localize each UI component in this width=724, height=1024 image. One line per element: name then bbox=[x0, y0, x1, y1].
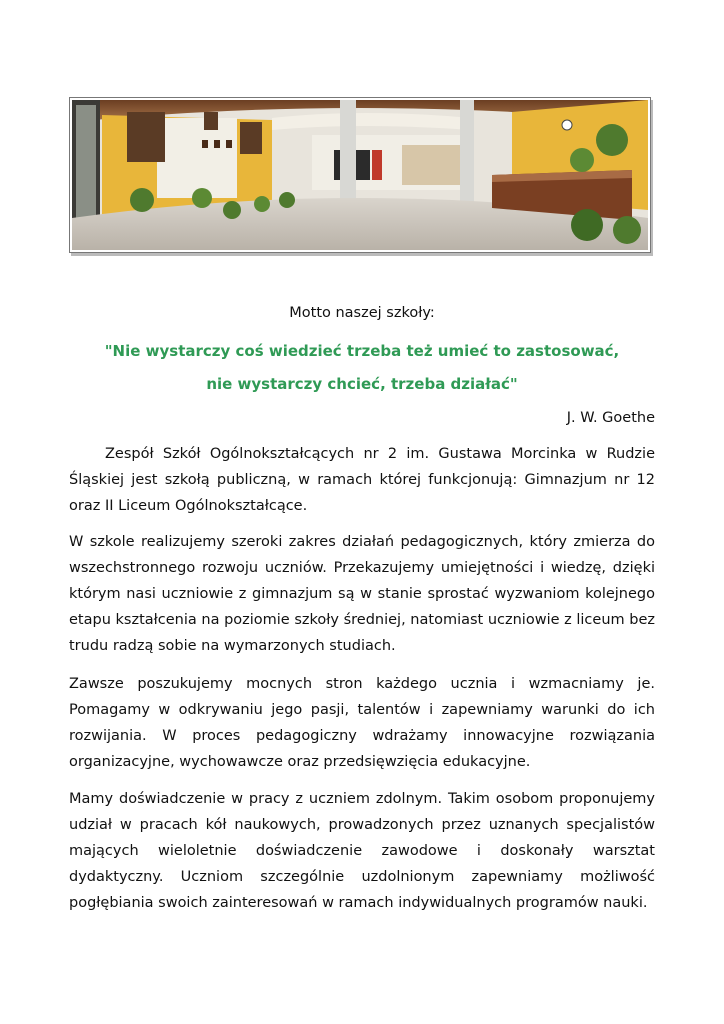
school-hall-photo bbox=[69, 97, 651, 253]
quote-author: J. W. Goethe bbox=[566, 410, 655, 426]
motto-quote-line-1: "Nie wystarczy coś wiedzieć trzeba też umieć to zastosować, bbox=[104, 342, 620, 360]
paragraph-pedagogy: W szkole realizujemy szeroki zakres działań pedagogicznych, który zmierza do wszechstronnego rozwoju uczniów. Przekazujemy umiejętności i wiedzę, dzięki którym nasi uczniowie z gimnazjum są w stanie sprostać wyzwaniom kolejnego etapu kształcenia na poziomie szkoły średniej, natomiast uczniowie z liceum bez trudu radzą sobie na wymarzonych studiach. bbox=[69, 534, 655, 654]
paragraph-school-intro: Zespół Szkół Ogólnokształcących nr 2 im. Gustawa Morcinka w Rudzie Śląskiej jest szkołą publiczną, w ramach której funkcjonują: Gimnazjum nr 12 oraz II Liceum Ogólnokształcące. bbox=[69, 446, 655, 514]
paragraph-strengths: Zawsze poszukujemy mocnych stron każdego ucznia i wzmacniamy je. Pomagamy w odkrywaniu jego pasji, talentów i zapewniamy warunki do ich rozwijania. W proces pedagogiczny wdrażamy innowacyjne rozwiązania organizacyjne, wychowawcze oraz przedsięwzięcia edukacyjne. bbox=[69, 676, 655, 770]
motto-intro: Motto naszej szkoły: bbox=[289, 305, 435, 321]
motto-quote-line-2: nie wystarczy chcieć, trzeba działać" bbox=[206, 375, 518, 393]
school-hall-panorama-photo bbox=[72, 100, 648, 250]
paragraph-gifted-students: Mamy doświadczenie w pracy z uczniem zdolnym. Takim osobom proponujemy udział w pracach kół naukowych, prowadzonych przez uznanych specjalistów mających wieloletnie doświadczenie zawodowe i doskonały warsztat dydaktyczny. Uczniom szczególnie uzdolnionym zapewniamy możliwość pogłębiania swoich zainteresowań w ramach indywidualnych programów nauki. bbox=[69, 791, 655, 911]
